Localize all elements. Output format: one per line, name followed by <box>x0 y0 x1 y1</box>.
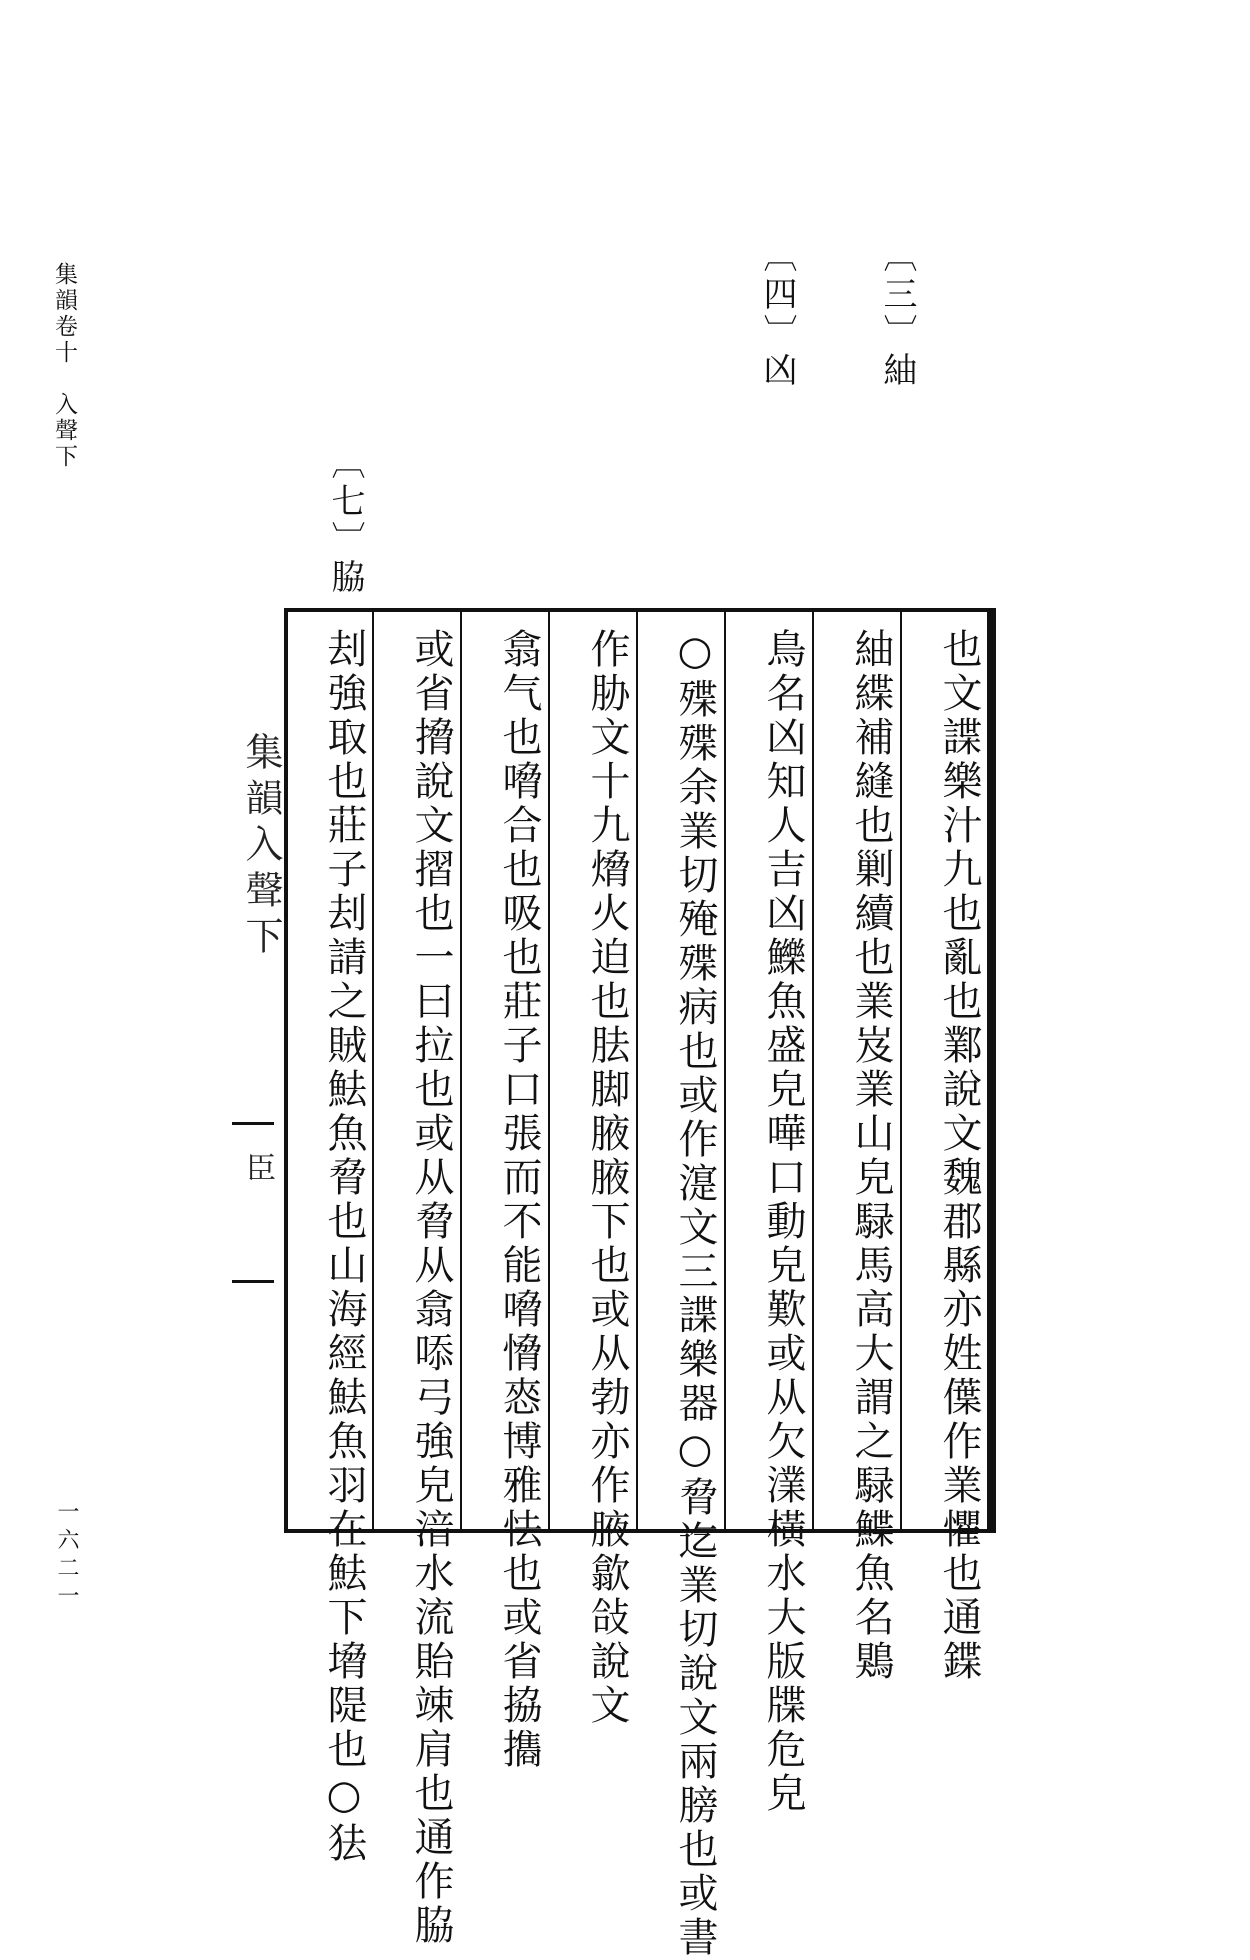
text-column <box>639 628 721 1960</box>
column-text: 或省搚說文摺也一曰拉也或从脅从翕㖭弓強皃湆水流貽竦肩也通作脇 <box>408 628 454 1948</box>
fold-tick <box>232 1280 274 1283</box>
column-rule <box>900 612 902 1529</box>
text-column <box>288 628 370 1866</box>
column-text: ○殜殜余業切殗殜病也或作㵓文三諜樂器○脅迄業切說文兩膀也或書 <box>672 628 718 1960</box>
text-column <box>815 628 897 1684</box>
text-column <box>727 628 809 1816</box>
running-head: 集韻卷十 入聲下 <box>51 262 77 470</box>
column-rule <box>548 612 550 1529</box>
fold-label-2: 臣 <box>240 1152 275 1190</box>
text-column <box>903 628 985 1684</box>
text-column <box>463 628 545 1772</box>
fold-label: 集韻入聲下 <box>239 732 283 962</box>
text-column <box>375 628 457 1948</box>
column-rule <box>724 612 726 1529</box>
fold-tick <box>232 1122 274 1125</box>
page-frame <box>239 608 996 1960</box>
column-text: 鳥名凶知人吉凶鱳魚盛皃嘩口動皃歎或从欠澲橫水大版牒危皃 <box>760 628 806 1816</box>
column-text: 刦強取也莊子刦請之賊魼魚脅也山海經魼魚羽在魼下㙝隄也○㹤 <box>321 628 367 1866</box>
collation-note: 〔七〕脇 <box>325 445 365 597</box>
column-text: 作胁文十九熁火迫也胠脚腋腋下也或从勃亦作腋歙敆說文 <box>584 628 630 1728</box>
column-text: 也文諜樂汁九也亂也鄴說文魏郡縣亦姓僷作業懼也通鍱 <box>936 628 982 1684</box>
page-number: 一六二一 <box>54 1500 79 1612</box>
text-column <box>551 628 633 1728</box>
column-rule <box>460 612 462 1529</box>
column-text: 紬緤補縫也剿續也業岌業山皃騄馬高大謂之騄鰈魚名鶪 <box>848 628 894 1684</box>
column-rule <box>812 612 814 1529</box>
fold-margin <box>238 732 283 1492</box>
column-rule <box>636 612 638 1529</box>
collation-note: 〔三〕紬 <box>877 238 917 390</box>
collation-note: 〔四〕凶 <box>757 238 797 390</box>
column-rule <box>372 612 374 1529</box>
column-text: 翕气也嗋合也吸也莊子口張而不能嗋愶㤲博雅怯也或省拹㩦 <box>496 628 542 1772</box>
